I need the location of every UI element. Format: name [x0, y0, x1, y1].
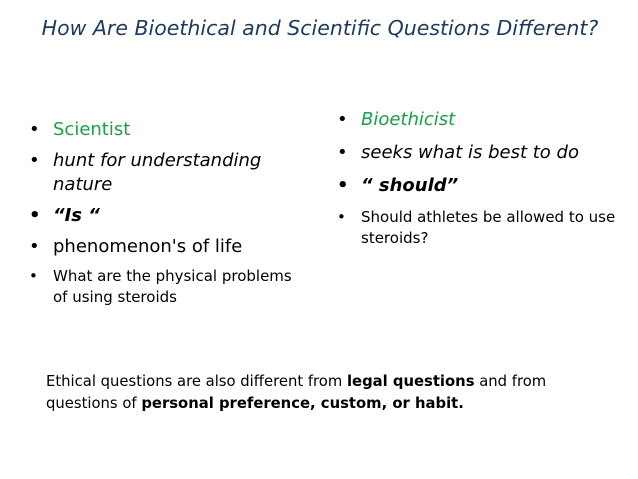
bioethicist-item-2: • “ should”	[336, 174, 631, 198]
footnote-text-1: Ethical questions are also different from	[46, 373, 347, 390]
bioethicist-item-1: • seeks what is best to do	[336, 141, 631, 165]
footnote-legal-questions: legal questions	[346, 373, 475, 390]
bioethicist-heading: • Bioethicist	[336, 108, 631, 132]
footnote-personal-preference: personal preference, custom, or habit.	[141, 394, 464, 412]
scientist-item-2: • “Is “	[28, 204, 298, 228]
scientist-heading: • Scientist	[28, 118, 298, 142]
bioethicist-item-3: • Should athletes be allowed to use steroids?	[336, 207, 631, 248]
scientist-item-1: • hunt for understanding nature	[28, 149, 298, 197]
footnote	[46, 371, 606, 414]
scientist-column	[28, 118, 298, 307]
scientist-item-4: • What are the physical problems of using steroids	[28, 266, 298, 307]
bioethicist-column	[336, 108, 631, 248]
scientist-item-3: • phenomenon's of life	[28, 235, 298, 259]
footnote-text-2: and from questions of	[46, 373, 547, 412]
slide-title: How Are Bioethical and Scientific Questions Different?	[41, 16, 599, 40]
